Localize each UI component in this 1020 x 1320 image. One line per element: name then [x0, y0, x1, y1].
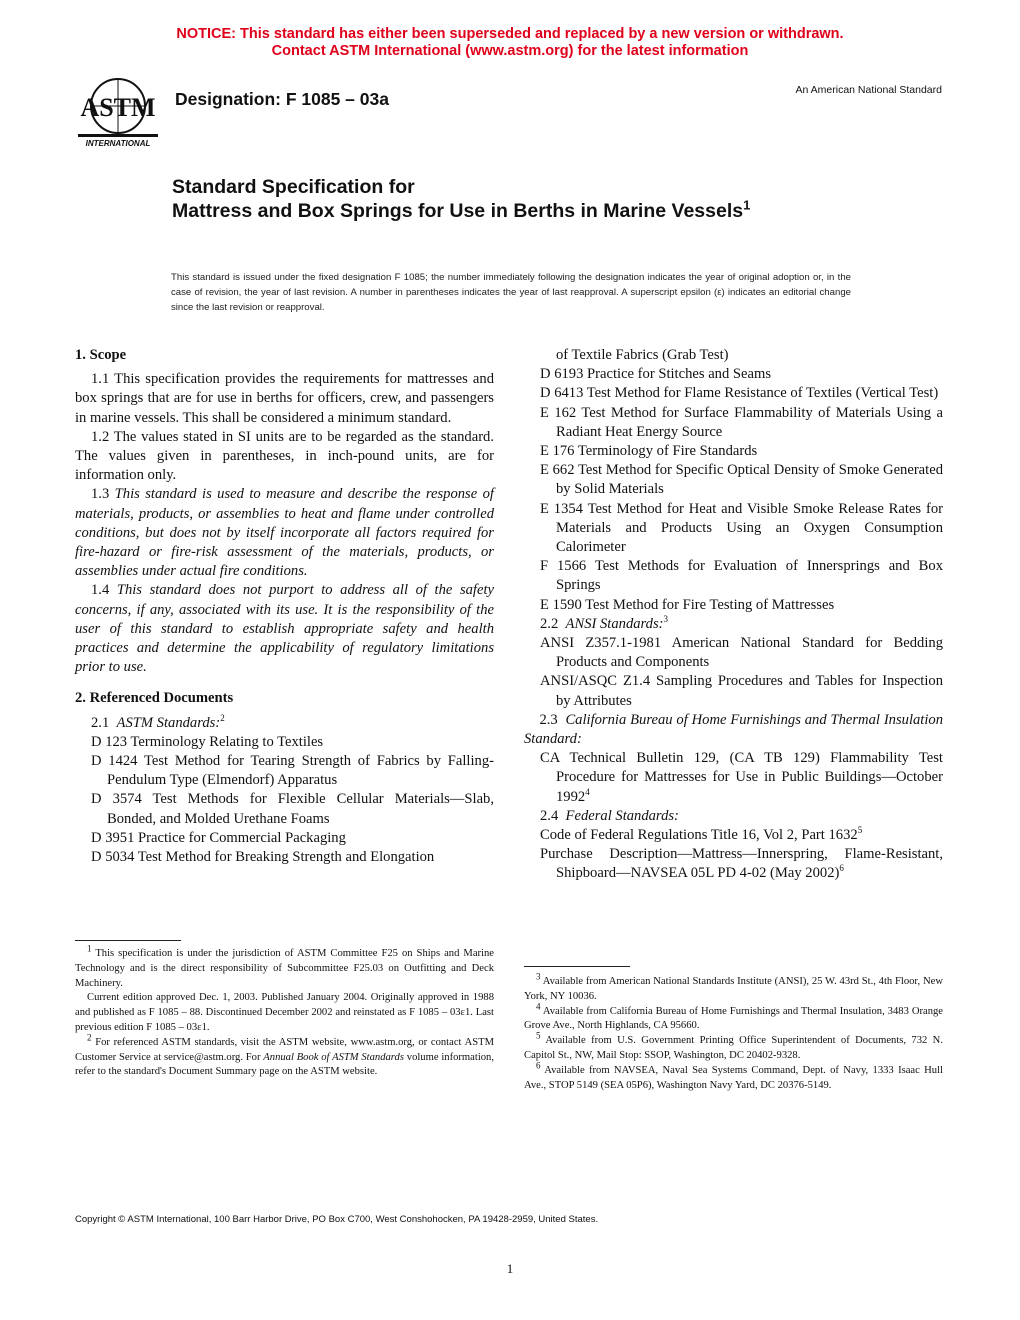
- subsection-2-2: 2.2 ANSI Standards:$^3$: [540, 613, 669, 632]
- title-footnote-mark: 1: [743, 197, 751, 213]
- astm-ref-item: E 662 Test Method for Specific Optical Density of Smoke Generated by Solid Materials: [540, 462, 943, 498]
- astm-ref-continuation: of Textile Fabrics (Grab Test): [556, 347, 729, 363]
- para-1-3: 1.3 This standard is used to measure and describe the response of materials, products, or assemblies to heat and flame under controlled conditions, but does not by itself incorporate all factors required for fire-hazard or fire-risk assessment of the materials, products, or assemblies under actual fire conditions.: [75, 486, 494, 580]
- subsection-2-4: 2.4 Federal Standards:: [540, 807, 679, 824]
- footnotes-right: [524, 971, 943, 1093]
- astm-ref-item: D 123 Terminology Relating to Textiles: [91, 733, 324, 750]
- subsection-2-1: 2.1 ASTM Standards:$^2$: [91, 712, 225, 731]
- para-1-1: 1.1 This specification provides the requirements for mattresses and box springs that are for use in berths for officers, crew, and passengers in marine vessels. This shall be considered a minimum standard.: [75, 371, 494, 426]
- subsection-2-3: 2.3 California Bureau of Home Furnishings and Thermal Insulation Standard:: [524, 711, 944, 748]
- logo-subtext: INTERNATIONAL: [85, 139, 151, 148]
- right-column: [524, 346, 943, 884]
- issued-note: This standard is issued under the fixed designation F 1085; the number immediately following the designation indicates the year of original adoption or, in the case of revision, the year of last revision. A number in parentheses indicates the year of last reapproval. A superscript epsilon (ε) indicates an editorial change since the last revision or reapproval.: [171, 272, 851, 313]
- astm-ref-item: F 1566 Test Methods for Evaluation of Innersprings and Box Springs: [540, 558, 943, 594]
- designation: Designation: F 1085 – 03a: [175, 89, 389, 109]
- footnote-1: $^1$ This specification is under the jurisdiction of ASTM Committee F25 on Ships and Marine Technology and is the direct responsibility of Subcommittee F25.03 on Outfitting and Deck Machinery.: [75, 943, 494, 989]
- footnote-1-edition: Current edition approved Dec. 1, 2003. Published January 2004. Originally approved in 1988 and published as F 1085 – 88. Discontinued December 2002 and reinstated as F 1085 – 03ε1. Last previous edition F 1085 – 03ε1.: [75, 992, 494, 1033]
- title-line-2: Mattress and Box Springs for Use in Berths in Marine Vessels$^1$: [172, 197, 751, 222]
- left-column: [75, 346, 494, 867]
- ca-ref-item: CA Technical Bulletin 129, (CA TB 129) Flammability Test Procedure for Mattresses for Use in Public Buildings—October 1992$^4$: [540, 750, 943, 805]
- notice-line-1: NOTICE: This standard has either been superseded and replaced by a new version or withdrawn.: [176, 26, 844, 42]
- astm-ref-item: D 5034 Test Method for Breaking Strength and Elongation: [91, 849, 435, 866]
- astm-ref-item: E 1354 Test Method for Heat and Visible Smoke Release Rates for Materials and Products Using an Oxygen Consumption Calorimeter: [540, 500, 943, 556]
- federal-ref-item: Code of Federal Regulations Title 16, Vol 2, Part 1632$^5$: [540, 825, 863, 844]
- notice-line-2: Contact ASTM International (www.astm.org) for the latest information: [271, 43, 749, 59]
- astm-ref-item: D 6413 Test Method for Flame Resistance of Textiles (Vertical Test): [540, 385, 939, 402]
- astm-ref-item: E 162 Test Method for Surface Flammability of Materials Using a Radiant Heat Energy Source: [540, 404, 943, 440]
- footnote-5: $^5$ Available from U.S. Government Printing Office Superintendent of Documents, 732 N. Capitol St., NW, Mail Stop: SSOP, Washington, DC 20402-9328.: [524, 1030, 943, 1061]
- para-1-4: 1.4 This standard does not purport to address all of the safety concerns, if any, associated with its use. It is the responsibility of the user of this standard to establish appropriate safety and health practices and determine the applicability of regulatory limitations prior to use.: [75, 582, 494, 676]
- ansi-ref-item: ANSI/ASQC Z1.4 Sampling Procedures and Tables for Inspection by Attributes: [540, 673, 943, 709]
- astm-ref-item: D 3574 Test Methods for Flexible Cellular Materials—Slab, Bonded, and Molded Urethane Foams: [91, 791, 494, 827]
- logo-text: ASTM: [80, 93, 156, 122]
- astm-ref-item: D 3951 Practice for Commercial Packaging: [91, 829, 346, 846]
- american-national-standard: An American National Standard: [795, 84, 942, 96]
- section-2-heading: 2. Referenced Documents: [75, 690, 234, 707]
- footnotes-left: [75, 943, 495, 1080]
- copyright: Copyright © ASTM International, 100 Barr Harbor Drive, PO Box C700, West Conshohocken, PA 19428-2959, United States.: [75, 1214, 599, 1225]
- astm-ref-item: D 6193 Practice for Stitches and Seams: [540, 366, 772, 383]
- footnote-2: $^2$ For referenced ASTM standards, visit the ASTM website, www.astm.org, or contact ASTM Customer Service at service@astm.org. For Annual Book of ASTM Standards volume information, refer to the standard's Document Summary page on the ASTM website.: [75, 1032, 495, 1078]
- ansi-ref-item: ANSI Z357.1-1981 American National Standard for Bedding Products and Components: [540, 635, 943, 671]
- footnote-4: $^4$ Available from California Bureau of Home Furnishings and Thermal Insulation, 3483 Orange Grove Ave., North Highlands, CA 95660.: [524, 1001, 943, 1032]
- para-1-2: 1.2 The values stated in SI units are to be regarded as the standard. The values given in parentheses, in inch-pound units, are for information only.: [75, 428, 494, 484]
- footnote-6: $^6$ Available from NAVSEA, Naval Sea Systems Command, Dept. of Navy, 1333 Isaac Hull Ave., STOP 5149 (SEA 05P6), Washington Navy Yard, DC 20376-5149.: [524, 1060, 943, 1091]
- astm-logo: [76, 76, 160, 152]
- footnote-3: $^3$ Available from American National Standards Institute (ANSI), 25 W. 43rd St., 4th Floor, New York, NY 10036.: [524, 971, 943, 1002]
- section-1-heading: 1. Scope: [75, 347, 127, 363]
- title-line-1: Standard Specification for: [172, 176, 415, 198]
- footnote-rule-left: [75, 940, 181, 941]
- page-number: 1: [506, 1261, 514, 1276]
- footnote-rule-right: [524, 966, 630, 967]
- astm-ref-item: E 1590 Test Method for Fire Testing of Mattresses: [540, 596, 835, 613]
- federal-ref-item: Purchase Description—Mattress—Innerspring, Flame-Resistant, Shipboard—NAVSEA 05L PD 4-02 (May 2002)$^6$: [540, 846, 943, 882]
- astm-ref-item: E 176 Terminology of Fire Standards: [540, 443, 758, 460]
- document-title: [172, 175, 812, 223]
- withdrawal-notice: [0, 26, 1020, 60]
- astm-ref-item: D 1424 Test Method for Tearing Strength of Fabrics by Falling-Pendulum Type (Elmendorf) Apparatus: [91, 753, 494, 789]
